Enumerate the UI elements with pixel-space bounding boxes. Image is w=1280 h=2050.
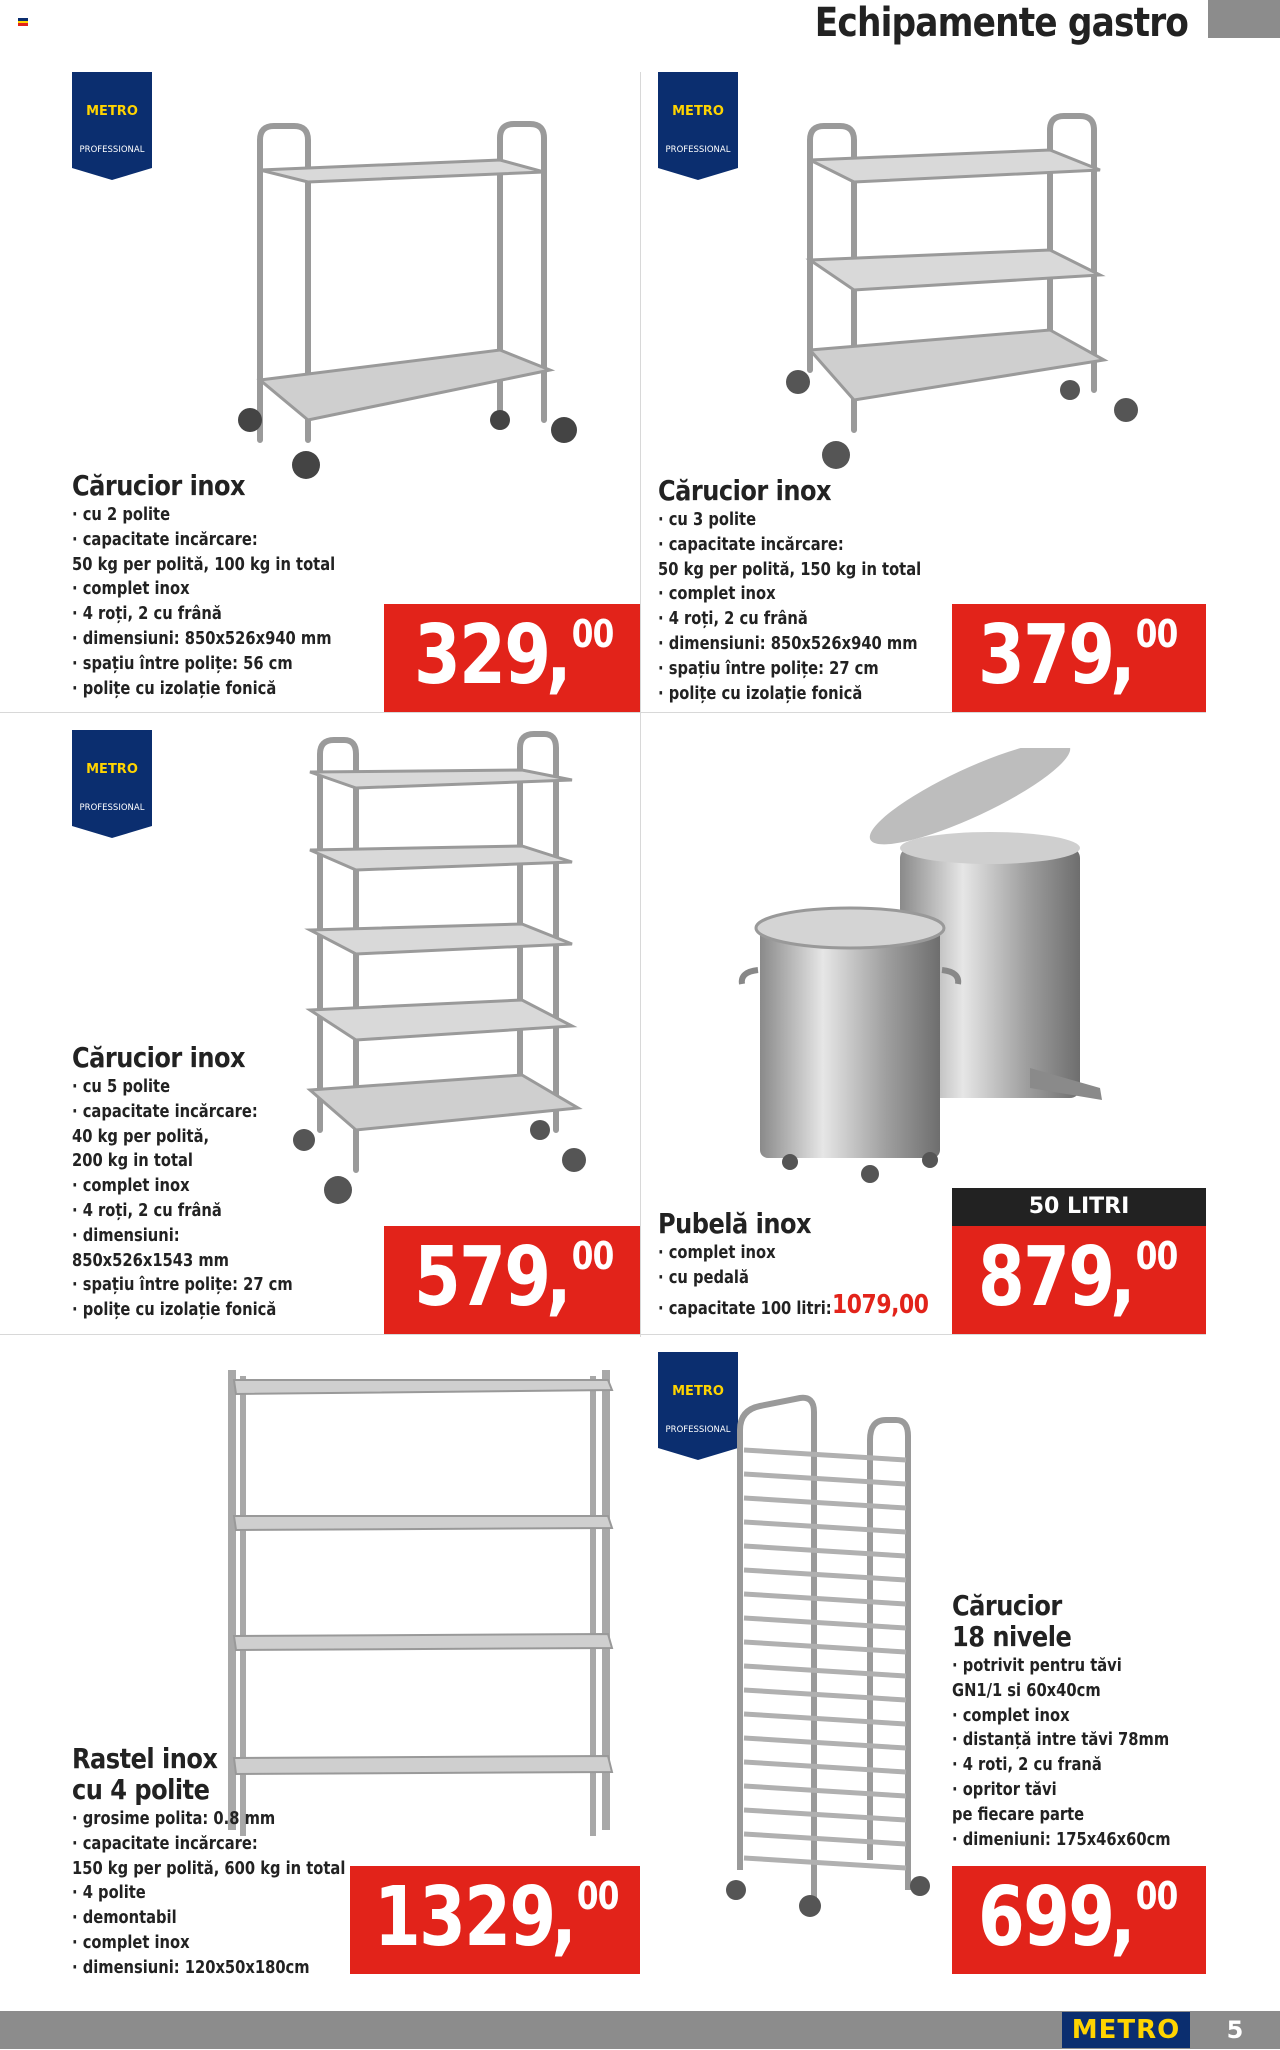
badge-brand: METRO [86, 104, 138, 119]
price-integer: 579 [414, 1230, 550, 1325]
product-title: Cărucior 18 nivele [952, 1589, 1072, 1653]
variant-label: 50 LITRI [952, 1188, 1206, 1226]
page-title: Echipamente gastro [814, 0, 1188, 46]
badge-line: PROFESSIONAL [79, 145, 145, 155]
metro-logo: METRO [1062, 2012, 1190, 2048]
metro-professional-badge [72, 730, 152, 838]
badge-line: PROFESSIONAL [79, 803, 145, 813]
product-specs: · grosime polita: 0.8 mm · capacitate incărcare: 150 kg per polită, 600 kg in total · 4 polite · demontabil · complet inox · dimensiuni: 120x50x180cm [72, 1809, 346, 1978]
capacity-label: · capacitate 100 litri: [658, 1299, 832, 1319]
column-divider [640, 72, 641, 1337]
price-integer: 379 [978, 608, 1114, 703]
price-integer: 1329 [374, 1870, 555, 1965]
badge-brand: METRO [672, 1384, 724, 1399]
price-decimals: 00 [571, 612, 614, 656]
price-decimals: 00 [571, 1234, 614, 1278]
price-decimals: 00 [1135, 1874, 1178, 1918]
price-tag: 699,00 [952, 1866, 1206, 1974]
product-title: Cărucior inox [72, 469, 246, 502]
row-divider [0, 1334, 1206, 1335]
price-integer: 699 [978, 1870, 1114, 1965]
metro-professional-badge [658, 72, 738, 180]
price-tag: 329,00 [384, 604, 640, 712]
price-tag: 1329,00 [350, 1866, 640, 1974]
product-specs: · potrivit pentru tăvi GN1/1 si 60x40cm · complet inox · distanță intre tăvi 78mm · 4 roti, 2 cu frană · opritor tăvi pe fiecare parte · dimeniuni: 175x46x60cm [952, 1656, 1171, 1850]
product-title: Pubelă inox [658, 1207, 812, 1240]
badge-line: PROFESSIONAL [665, 1425, 731, 1435]
price-decimals: 00 [1135, 1234, 1178, 1278]
capacity-price: 1079,00 [832, 1290, 929, 1320]
product-title: Rastel inox cu 4 polite [72, 1742, 218, 1806]
product-title: Cărucior inox [658, 474, 832, 507]
trolley-2-shelves-image [230, 120, 590, 490]
metro-professional-badge [72, 72, 152, 180]
product-specs: · cu 3 polite · capacitate incărcare: 50 kg per polită, 150 kg in total · complet inox · 4 roți, 2 cu frână · dimensiuni: 850x526x940 mm · spațiu între polițe: 27 cm · polițe cu izolație fonică [658, 510, 922, 704]
trolley-3-shelves-image [770, 110, 1150, 480]
flag-icon [18, 18, 28, 26]
price-tag: 379,00 [952, 604, 1206, 712]
rack-4-shelves-image [220, 1366, 620, 1836]
trolley-18-levels-image [710, 1390, 940, 1920]
price-decimals: 00 [576, 1874, 619, 1918]
badge-brand: METRO [86, 762, 138, 777]
badge-brand: METRO [672, 104, 724, 119]
product-specs: · complet inox · cu pedală [658, 1243, 776, 1288]
price-decimals: 00 [1135, 612, 1178, 656]
header-bar [1208, 0, 1280, 38]
waste-bin-image [730, 748, 1120, 1188]
price-tag: 879,00 [952, 1226, 1206, 1334]
product-title: Cărucior inox [72, 1041, 246, 1074]
badge-line: PROFESSIONAL [665, 145, 731, 155]
page-number: 5 [1226, 2016, 1244, 2044]
row-divider [0, 712, 1206, 713]
product-specs: · cu 2 polite · capacitate incărcare: 50 kg per polită, 100 kg in total · complet inox · 4 roți, 2 cu frână · dimensiuni: 850x526x940 mm · spațiu între polițe: 56 cm · polițe cu izolație fonică [72, 505, 336, 699]
trolley-5-shelves-image [290, 730, 610, 1210]
price-tag: 579,00 [384, 1226, 640, 1334]
price-integer: 879 [978, 1230, 1114, 1325]
product-specs: · cu 5 polite · capacitate incărcare: 40 kg per polită, 200 kg in total · complet inox · 4 roți, 2 cu frână · dimensiuni: 850x526x1543 mm · spațiu între polițe: 27 cm · polițe cu izolație fonică [72, 1077, 293, 1321]
price-integer: 329 [414, 608, 550, 703]
